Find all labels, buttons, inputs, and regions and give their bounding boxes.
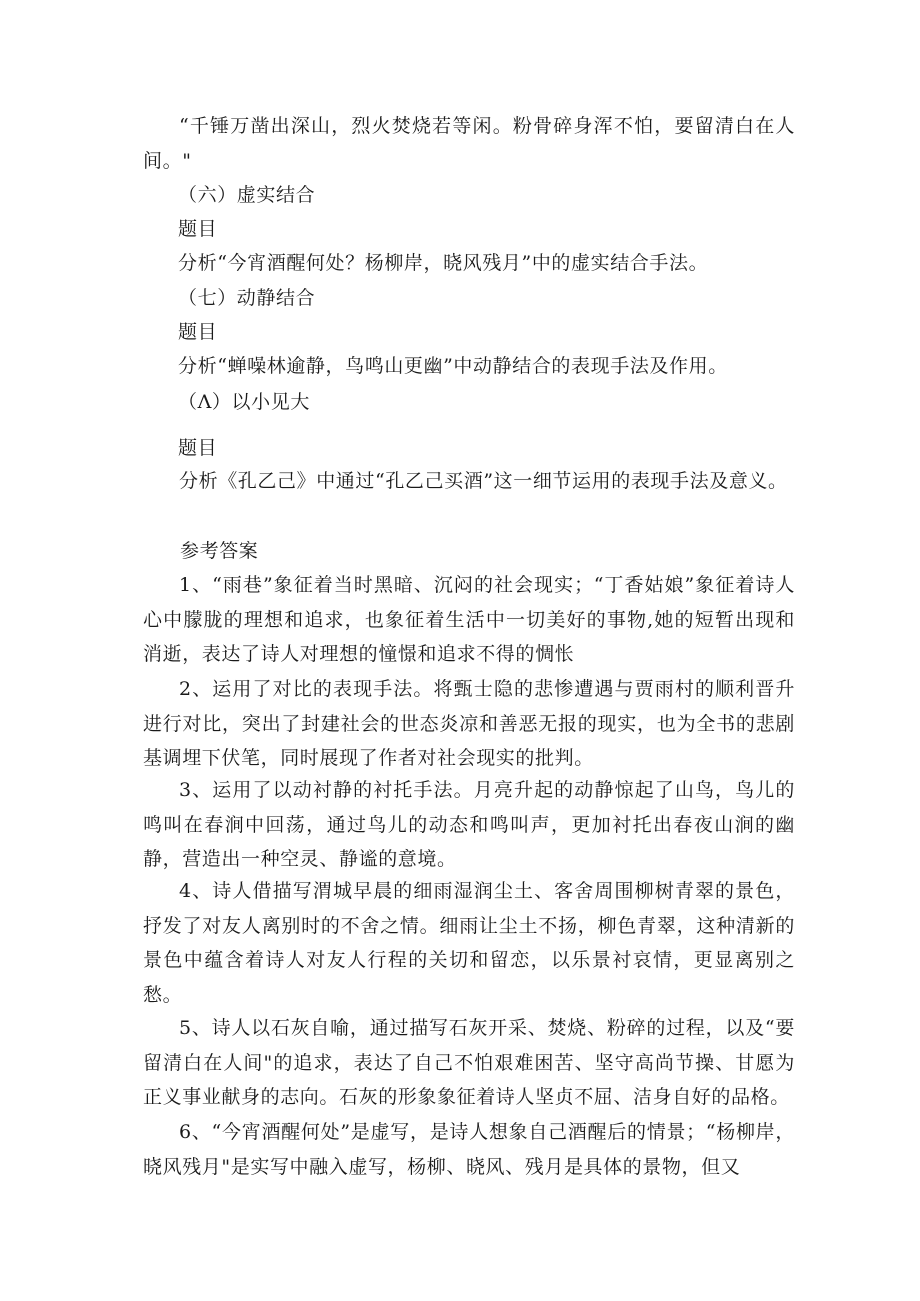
section-8-label: 题目	[178, 437, 218, 459]
section-7-question: 分析“蝉噪林逾静，鸟鸣山更幽”中动静结合的表现手法及作用。	[178, 355, 728, 377]
answer-2: 2、运用了对比的表现手法。将甄士隐的悲惨遭遇与贾雨村的顺利晋升进行对比，突出了封建社会的世态炎凉和善恶无报的现实，也为全书的悲剧基调埋下伏笔，同时展现了作者对社会现实的批判。	[143, 678, 795, 769]
poem-quote-paragraph: “千锤万凿出深山，烈火焚烧若等闲。粉骨碎身浑不怕，要留清白在人间。"	[143, 115, 795, 172]
answer-5: 5、诗人以石灰自喻，通过描写石灰开采、焚烧、粉碎的过程，以及“要留清白在人间"的追求，表达了自己不怕艰难困苦、坚守高尚节操、甘愿为正义事业献身的志向。石灰的形象象征着诗人坚贞不屈、洁身自好的品格。	[143, 1017, 795, 1108]
section-8-heading: （Λ）以小见大	[178, 391, 310, 413]
answer-4: 4、诗人借描写渭城早晨的细雨湿润尘土、客舍周围柳树青翠的景色，抒发了对友人离别时的不舍之情。细雨让尘土不扬，柳色青翠，这种清新的景色中蕴含着诗人对友人行程的关切和留恋，以乐景衬哀情，更显离别之愁。	[143, 880, 795, 1006]
answer-1: 1、“雨巷”象征着当时黑暗、沉闷的社会现实；“丁香姑娘”象征着诗人心中朦胧的理想和追求，也象征着生活中一切美好的事物,她的短暂出现和消逝，表达了诗人对理想的憧憬和追求不得的惆怅	[143, 574, 795, 665]
section-6-label: 题目	[178, 218, 218, 240]
section-7-heading: （七）动静结合	[178, 287, 316, 309]
section-7-label: 题目	[178, 321, 218, 343]
section-6-question: 分析“今宵酒醒何处？杨柳岸，晓风残月”中的虚实结合手法。	[178, 252, 709, 274]
section-6-heading: （六）虚实结合	[178, 184, 316, 206]
answer-3: 3、运用了以动衬静的衬托手法。月亮升起的动静惊起了山鸟，鸟儿的鸣叫在春涧中回荡，通过鸟儿的动态和鸣叫声，更加衬托出春夜山涧的幽静，营造出一种空灵、静谧的意境。	[143, 779, 795, 870]
section-8-question: 分析《孔乙己》中通过“孔乙己买酒”这一细节运用的表现手法及意义。	[179, 470, 788, 492]
answer-6: 6、“今宵酒醒何处”是虚写，是诗人想象自己酒醒后的情景；“杨柳岸，晓风残月"是实写中融入虚写，杨柳、晓风、残月是具体的景物，但又	[143, 1121, 795, 1178]
answers-title: 参考答案	[180, 540, 259, 562]
